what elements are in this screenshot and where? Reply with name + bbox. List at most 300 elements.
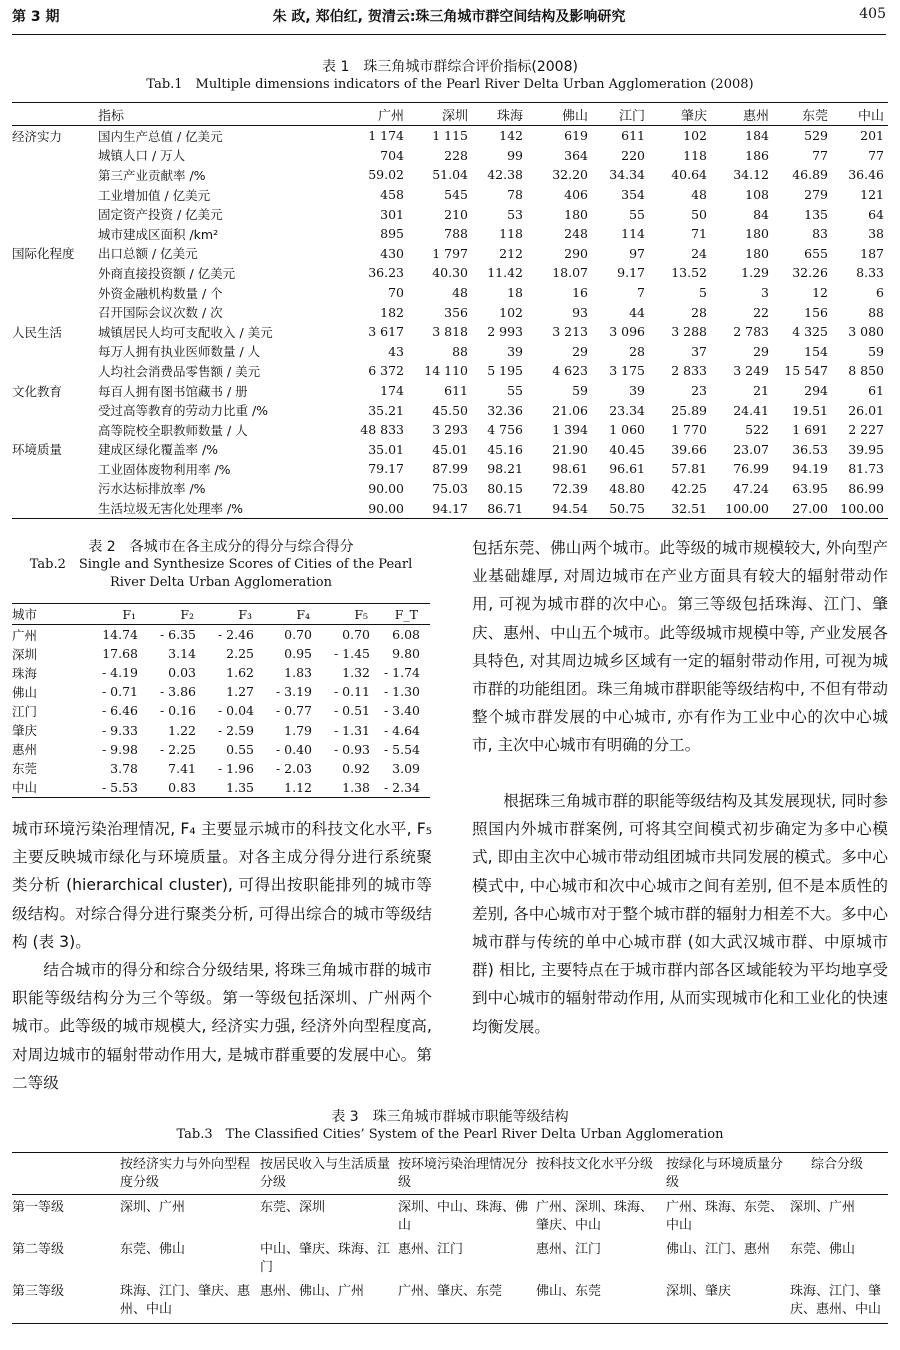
table1-cell: 1 797 bbox=[432, 245, 468, 261]
table3-cell: 佛山、东莞 bbox=[536, 1279, 666, 1324]
table1-cell: 118 bbox=[499, 226, 523, 242]
table1-group-label bbox=[12, 302, 98, 322]
table1-cell: 86.71 bbox=[472, 498, 527, 518]
table1-header-row bbox=[12, 103, 888, 126]
table1-cell: 3 bbox=[761, 285, 769, 301]
table1-group-label: 人民生活 bbox=[12, 324, 63, 340]
table1-indicator-name: 受过高等教育的劳动力比重 /% bbox=[98, 403, 269, 419]
table1-cell: 38 bbox=[868, 226, 884, 242]
table1-row bbox=[12, 459, 888, 479]
table1-group-label bbox=[12, 400, 98, 420]
table1-group-label bbox=[12, 479, 98, 499]
table1-cell: 290 bbox=[564, 245, 588, 261]
table1-cell: 3 293 bbox=[432, 422, 468, 438]
table1-row bbox=[12, 361, 888, 381]
table1-cell: 294 bbox=[804, 383, 828, 399]
table1-cell: 13.52 bbox=[671, 265, 707, 281]
table1-cell: 156 bbox=[804, 304, 828, 320]
table1-cell: 2 783 bbox=[733, 324, 769, 340]
table2-score: 14.74 bbox=[102, 627, 138, 643]
table1-cell: 16 bbox=[572, 285, 588, 301]
table1-cell: 100.00 bbox=[832, 498, 888, 518]
table1-cell: 895 bbox=[380, 226, 404, 242]
running-title: 朱 政, 郑伯红, 贺清云:珠三角城市群空间结构及影响研究 bbox=[272, 9, 626, 25]
table1-indicator-header: 指标 bbox=[12, 103, 356, 126]
table1-cell: 118 bbox=[683, 147, 707, 163]
table2-score: - 1.74 bbox=[383, 665, 420, 681]
table2-score: - 3.19 bbox=[275, 684, 312, 700]
table1-cell: 23.34 bbox=[609, 402, 645, 418]
table1-cell: 35.21 bbox=[368, 402, 404, 418]
table2-city: 广州 bbox=[12, 627, 38, 643]
table3-cell: 东莞、佛山 bbox=[120, 1242, 186, 1257]
table1-cell: 3 288 bbox=[671, 324, 707, 340]
table1-cell: 114 bbox=[621, 226, 645, 242]
table3 bbox=[12, 1152, 888, 1324]
table2-score: - 1.31 bbox=[333, 722, 370, 738]
table2-caption bbox=[12, 538, 430, 592]
table1-cell: 8 850 bbox=[848, 363, 884, 379]
table1-cell: 2 227 bbox=[848, 422, 884, 438]
table1-cell: 37 bbox=[691, 343, 707, 359]
table3-caption bbox=[12, 1108, 888, 1144]
table1-cell: 529 bbox=[804, 128, 828, 144]
table1-cell: 26.01 bbox=[848, 402, 884, 418]
table1-row bbox=[12, 440, 888, 460]
header-rule bbox=[12, 34, 886, 35]
table1-cell: 3 213 bbox=[552, 324, 588, 340]
left-paragraph-2-text: 结合城市的得分和综合分级结果, 将珠三角城市群的城市职能等级结构分为三个等级。第一等级包括深圳、广州两个城市。此等级的城市规模大, 经济实力强, 经济外向型程度高, 对周边城市的辐射带动作用大, 是城市群重要的发展中心。第二等级 bbox=[12, 961, 432, 1092]
table1-cell: 19.51 bbox=[792, 402, 828, 418]
table1-cell: 12 bbox=[812, 285, 828, 301]
table1-cell: 154 bbox=[804, 343, 828, 359]
table1-cell: 5 195 bbox=[487, 363, 523, 379]
table1-cell: 212 bbox=[499, 245, 523, 261]
table1-cell: 4 325 bbox=[792, 324, 828, 340]
table1-group-label bbox=[12, 146, 98, 166]
page-number: 405 bbox=[859, 6, 886, 22]
table2-score: 17.68 bbox=[102, 646, 138, 662]
table1-cell: 102 bbox=[683, 128, 707, 144]
table1-cell: 18 bbox=[507, 285, 523, 301]
right-paragraph-1 bbox=[472, 534, 888, 760]
table1-row bbox=[12, 322, 888, 342]
left-paragraph-1-text: 城市环境污染治理情况, F₄ 主要显示城市的科技文化水平, F₅ 主要反映城市绿化与环境质量。对各主成分得分进行系统聚类分析 (hierarchical cluster), 可得出按职能排列的城市等级结构。对综合得分进行聚类分析, 可得出综合的城市等级结构 (表 3)。 bbox=[12, 820, 432, 951]
table1-cell: 87.99 bbox=[432, 461, 468, 477]
table1-cell: 6 372 bbox=[368, 363, 404, 379]
table1-cell: 98.21 bbox=[487, 461, 523, 477]
table1-cell: 40.30 bbox=[432, 265, 468, 281]
table1-cell: 3 175 bbox=[609, 363, 645, 379]
table1-group-label bbox=[12, 498, 98, 518]
table2-caption-en-line1: Tab.2 Single and Synthesize Scores of Cities of the Pearl bbox=[29, 557, 413, 572]
table2-score: 0.55 bbox=[226, 741, 254, 757]
table1-cell: 1 060 bbox=[609, 422, 645, 438]
table1-indicator-name: 固定资产投资 / 亿美元 bbox=[98, 207, 223, 223]
table1-cell: 1.29 bbox=[741, 265, 769, 281]
table1-row bbox=[12, 185, 888, 205]
table1-cell: 406 bbox=[564, 187, 588, 203]
table1-cell: 47.24 bbox=[733, 480, 769, 496]
table2-header-ft: F_T bbox=[382, 604, 430, 625]
table2-score: 1.22 bbox=[168, 722, 196, 738]
table1-cell: 42.38 bbox=[487, 167, 523, 183]
table2-score: 1.62 bbox=[226, 665, 254, 681]
table2-row bbox=[12, 682, 430, 701]
table1-cell: 94.19 bbox=[792, 461, 828, 477]
table1-group-label: 经济实力 bbox=[12, 128, 63, 144]
table1-cell: 1 394 bbox=[552, 422, 588, 438]
table1-cell: 78 bbox=[507, 187, 523, 203]
table1-row bbox=[12, 400, 888, 420]
table1-cell: 21 bbox=[753, 383, 769, 399]
table1-cell: 29 bbox=[572, 343, 588, 359]
table2-score: 1.32 bbox=[342, 665, 370, 681]
table3-cell: 珠海、江门、肇庆、惠州、中山 bbox=[790, 1279, 888, 1324]
table3-cell: 珠海、江门、肇庆、惠州、中山 bbox=[120, 1279, 260, 1324]
table1-cell: 48 bbox=[452, 285, 468, 301]
table1-indicator-name: 外资金融机构数量 / 个 bbox=[98, 285, 223, 301]
table2-city: 中山 bbox=[12, 778, 78, 798]
table1-group-label bbox=[12, 263, 98, 283]
table2-city: 佛山 bbox=[12, 684, 38, 700]
table2-score: - 0.93 bbox=[333, 741, 370, 757]
table2-score: - 3.40 bbox=[383, 703, 420, 719]
table2-score: 1.35 bbox=[208, 778, 266, 798]
table1-cell: 93 bbox=[572, 304, 588, 320]
table1-row bbox=[12, 302, 888, 322]
table1-cell: 43 bbox=[388, 343, 404, 359]
table1-cell: 36.46 bbox=[848, 167, 884, 183]
table1-cell: 3 096 bbox=[609, 324, 645, 340]
table1-cell: 88 bbox=[452, 343, 468, 359]
table2-score: - 0.51 bbox=[333, 703, 370, 719]
table3-header-cell: 综合分级 bbox=[790, 1153, 888, 1195]
table1-city-header: 深圳 bbox=[408, 103, 472, 126]
table1-cell: 5 bbox=[699, 285, 707, 301]
table3-cell: 中山、肇庆、珠海、江门 bbox=[260, 1242, 391, 1275]
table1-cell: 94.17 bbox=[408, 498, 472, 518]
table1-cell: 210 bbox=[444, 206, 468, 222]
table2-score: 0.03 bbox=[168, 665, 196, 681]
table1-cell: 55 bbox=[507, 383, 523, 399]
table1-cell: 42.25 bbox=[671, 480, 707, 496]
table1-row bbox=[12, 224, 888, 244]
table2-row bbox=[12, 759, 430, 778]
table2-score: - 5.53 bbox=[78, 778, 150, 798]
table1-cell: 70 bbox=[388, 285, 404, 301]
table1-indicator-name: 工业固体废物利用率 /% bbox=[98, 461, 231, 477]
table1-cell: 108 bbox=[745, 187, 769, 203]
table1-cell: 32.36 bbox=[487, 402, 523, 418]
table3-header-row bbox=[12, 1153, 888, 1195]
table2-header-row bbox=[12, 604, 430, 625]
table3-level: 第二等级 bbox=[12, 1242, 65, 1257]
table1-row bbox=[12, 126, 888, 146]
table1-cell: 34.12 bbox=[733, 167, 769, 183]
table1-cell: 4 623 bbox=[552, 363, 588, 379]
table1-cell: 248 bbox=[564, 226, 588, 242]
table1-cell: 220 bbox=[621, 147, 645, 163]
table1-cell: 201 bbox=[860, 128, 884, 144]
table1-cell: 84 bbox=[753, 206, 769, 222]
table2-score: - 2.46 bbox=[217, 627, 254, 643]
table1-cell: 522 bbox=[745, 422, 769, 438]
table3-header-cell: 按绿化与环境质量分级 bbox=[666, 1153, 790, 1195]
table2-score: 1.79 bbox=[284, 722, 312, 738]
table1-city-header: 广州 bbox=[356, 103, 408, 126]
table1-cell: 59 bbox=[868, 343, 884, 359]
table3-row bbox=[12, 1237, 888, 1279]
table1-cell: 121 bbox=[860, 187, 884, 203]
table1-cell: 32.51 bbox=[649, 498, 711, 518]
table1-group-label bbox=[12, 342, 98, 362]
table2-row bbox=[12, 625, 430, 645]
table1-caption-en: Tab.1 Multiple dimensions indicators of the Pearl River Delta Urban Agglomeration (2008) bbox=[146, 77, 754, 92]
table1-cell: 458 bbox=[380, 187, 404, 203]
table1-cell: 61 bbox=[868, 383, 884, 399]
table1-group-label bbox=[12, 185, 98, 205]
table1-cell: 51.04 bbox=[432, 167, 468, 183]
table2-score: - 2.25 bbox=[159, 741, 196, 757]
table1-cell: 35.01 bbox=[368, 441, 404, 457]
table1-cell: 28 bbox=[691, 304, 707, 320]
table1-cell: 23 bbox=[691, 383, 707, 399]
table1-row bbox=[12, 283, 888, 303]
table3-header-cell: 按科技文化水平分级 bbox=[536, 1153, 666, 1195]
table1-cell: 356 bbox=[444, 304, 468, 320]
table2-score: 0.95 bbox=[284, 646, 312, 662]
table3-cell: 东莞、佛山 bbox=[790, 1242, 856, 1257]
table2-score: 6.08 bbox=[392, 627, 420, 643]
table1-cell: 788 bbox=[444, 226, 468, 242]
table1-cell: 57.81 bbox=[671, 461, 707, 477]
table1-cell: 39 bbox=[629, 383, 645, 399]
table1-cell: 174 bbox=[380, 383, 404, 399]
table1-cell: 102 bbox=[499, 304, 523, 320]
table2-row bbox=[12, 663, 430, 682]
table1-cell: 86.99 bbox=[848, 480, 884, 496]
table1-cell: 3 080 bbox=[848, 324, 884, 340]
table1-row bbox=[12, 244, 888, 264]
table2-score: 2.25 bbox=[226, 646, 254, 662]
table2-header-f2: F₂ bbox=[150, 604, 208, 625]
table2-city: 珠海 bbox=[12, 665, 38, 681]
table1-cell: 59 bbox=[572, 383, 588, 399]
table1-cell: 704 bbox=[380, 147, 404, 163]
table1-cell: 48 bbox=[691, 187, 707, 203]
table2-score: - 1.96 bbox=[217, 760, 254, 776]
table2-score: - 4.64 bbox=[383, 722, 420, 738]
right-paragraph-1-text: 包括东莞、佛山两个城市。此等级的城市规模较大, 外向型产业基础雄厚, 对周边城市在产业方面具有较大的辐射带动作用, 可视为城市群的次中心。第三等级包括珠海、江门、肇庆、惠州、中山五个城市。此等级城市规模中等, 产业发展各具特色, 对其周边城乡区域有一定的辐射带动作用, 可视为城市群的功能组团。珠三角城市群职能等级结构中, 不但有带动整个城市群发展的中心城市, 亦有作为工业中心的次中心城市, 主次中心城市有明确的分工。 bbox=[472, 539, 888, 755]
table1-row bbox=[12, 146, 888, 166]
table1-cell: 99 bbox=[507, 147, 523, 163]
table3-cell: 深圳、肇庆 bbox=[666, 1279, 790, 1324]
table1-cell: 100.00 bbox=[711, 498, 773, 518]
table2-score: - 1.30 bbox=[383, 684, 420, 700]
table3-row bbox=[12, 1279, 888, 1324]
table1-cell: 9.17 bbox=[617, 265, 645, 281]
table2-score: - 2.34 bbox=[382, 778, 430, 798]
table1-row bbox=[12, 498, 888, 518]
table1-cell: 79.17 bbox=[368, 461, 404, 477]
table1-cell: 24 bbox=[691, 245, 707, 261]
table3-header-cell: 按居民收入与生活质量分级 bbox=[260, 1153, 398, 1195]
table1-cell: 72.39 bbox=[552, 480, 588, 496]
table1-indicator-name: 人均社会消费品零售额 / 美元 bbox=[98, 363, 261, 379]
table1-cell: 3 249 bbox=[733, 363, 769, 379]
table1-cell: 77 bbox=[868, 147, 884, 163]
table2-score: - 0.16 bbox=[159, 703, 196, 719]
table1-cell: 21.90 bbox=[552, 441, 588, 457]
table1-cell: 25.89 bbox=[671, 402, 707, 418]
table1-cell: 301 bbox=[380, 206, 404, 222]
table1-indicator-name: 建成区绿化覆盖率 /% bbox=[98, 442, 219, 458]
table1-group-label bbox=[12, 361, 98, 381]
table2-city: 深圳 bbox=[12, 646, 38, 662]
table1-cell: 180 bbox=[564, 206, 588, 222]
table1-cell: 44 bbox=[629, 304, 645, 320]
table1-row bbox=[12, 479, 888, 499]
table3-header-cell: 按经济实力与外向型程度分级 bbox=[120, 1153, 260, 1195]
table1-indicator-name: 每万人拥有执业医师数量 / 人 bbox=[98, 344, 261, 360]
table1-cell: 1 115 bbox=[432, 128, 468, 144]
table2-score: - 0.40 bbox=[275, 741, 312, 757]
table1-cell: 64 bbox=[868, 206, 884, 222]
table1-cell: 21.06 bbox=[552, 402, 588, 418]
table2-score: 3.09 bbox=[392, 760, 420, 776]
table1-cell: 15 547 bbox=[784, 363, 828, 379]
table2-score: 7.41 bbox=[168, 760, 196, 776]
table2-header-city: 城市 bbox=[12, 604, 78, 625]
table1-cell: 96.61 bbox=[609, 461, 645, 477]
table3-level: 第一等级 bbox=[12, 1200, 65, 1215]
table1-caption bbox=[12, 58, 888, 94]
table1-group-label: 文化教育 bbox=[12, 383, 63, 399]
table1-cell: 88 bbox=[868, 304, 884, 320]
table1-cell: 1 691 bbox=[792, 422, 828, 438]
table2-row bbox=[12, 644, 430, 663]
table2-score: - 5.54 bbox=[383, 741, 420, 757]
table2-score: 0.70 bbox=[284, 627, 312, 643]
table3-level: 第三等级 bbox=[12, 1279, 120, 1324]
table1-cell: 94.54 bbox=[527, 498, 592, 518]
table1-cell: 186 bbox=[745, 147, 769, 163]
table3-cell: 广州、肇庆、东莞 bbox=[398, 1279, 536, 1324]
table1-cell: 45.50 bbox=[432, 402, 468, 418]
table1-cell: 619 bbox=[564, 128, 588, 144]
table1-cell: 2 993 bbox=[487, 324, 523, 340]
table1-city-header: 珠海 bbox=[472, 103, 527, 126]
table2-score: 1.27 bbox=[226, 684, 254, 700]
table3-caption-cn: 表 3 珠三角城市群城市职能等级结构 bbox=[331, 1109, 569, 1125]
table1-cell: 76.99 bbox=[733, 461, 769, 477]
table1-cell: 18.07 bbox=[552, 265, 588, 281]
table1-city-header: 惠州 bbox=[711, 103, 773, 126]
table1-cell: 2 833 bbox=[671, 363, 707, 379]
table1-indicator-name: 每百人拥有图书馆藏书 / 册 bbox=[98, 383, 248, 399]
table2-score: - 0.77 bbox=[275, 703, 312, 719]
table1-row bbox=[12, 263, 888, 283]
table1-indicator-name: 第三产业贡献率 /% bbox=[98, 167, 206, 183]
table1-cell: 83 bbox=[812, 226, 828, 242]
table1-city-header: 江门 bbox=[592, 103, 649, 126]
table1-indicator-name: 生活垃圾无害化处理率 /% bbox=[98, 498, 356, 518]
table1-cell: 40.45 bbox=[609, 441, 645, 457]
table1-city-header: 佛山 bbox=[527, 103, 592, 126]
table1-cell: 63.95 bbox=[792, 480, 828, 496]
table1-cell: 45.01 bbox=[432, 441, 468, 457]
table2-score: - 0.71 bbox=[101, 684, 138, 700]
table1-cell: 430 bbox=[380, 245, 404, 261]
table1-cell: 11.42 bbox=[487, 265, 523, 281]
table1-caption-cn: 表 1 珠三角城市群综合评价指标(2008) bbox=[322, 59, 578, 75]
table2-score: 0.70 bbox=[342, 627, 370, 643]
table1-group-label bbox=[12, 165, 98, 185]
table2-score: - 1.45 bbox=[333, 646, 370, 662]
table1-cell: 53 bbox=[507, 206, 523, 222]
table1-cell: 182 bbox=[380, 304, 404, 320]
table1-cell: 611 bbox=[621, 128, 645, 144]
table2-score: - 6.46 bbox=[101, 703, 138, 719]
table1-cell: 1 770 bbox=[671, 422, 707, 438]
table2-score: - 0.11 bbox=[333, 684, 370, 700]
table1-cell: 98.61 bbox=[552, 461, 588, 477]
table1-group-label: 环境质量 bbox=[12, 442, 63, 458]
table1-cell: 80.15 bbox=[487, 480, 523, 496]
table1-row bbox=[12, 381, 888, 401]
table1-row bbox=[12, 204, 888, 224]
table1-row bbox=[12, 420, 888, 440]
table1-cell: 187 bbox=[860, 245, 884, 261]
table1-cell: 32.20 bbox=[552, 167, 588, 183]
table1-cell: 7 bbox=[637, 285, 645, 301]
table2-city: 惠州 bbox=[12, 742, 38, 758]
table3-cell: 深圳、广州 bbox=[790, 1200, 856, 1215]
table1-city-header: 中山 bbox=[832, 103, 888, 126]
table1-cell: 71 bbox=[691, 226, 707, 242]
table2-score: - 4.19 bbox=[101, 665, 138, 681]
table1-cell: 75.03 bbox=[432, 480, 468, 496]
table1-cell: 228 bbox=[444, 147, 468, 163]
table2-score: - 3.86 bbox=[159, 684, 196, 700]
table3-cell: 佛山、江门、惠州 bbox=[666, 1242, 771, 1257]
table1-group-label bbox=[12, 283, 98, 303]
table1-cell: 611 bbox=[444, 383, 468, 399]
table3-cell: 深圳、中山、珠海、佛山 bbox=[398, 1200, 529, 1233]
table1-group-label bbox=[12, 420, 98, 440]
table1-city-header: 东莞 bbox=[773, 103, 832, 126]
table2-row bbox=[12, 740, 430, 759]
table1-cell: 45.16 bbox=[487, 441, 523, 457]
table1-cell: 655 bbox=[804, 245, 828, 261]
table2-header-f5: F₅ bbox=[324, 604, 382, 625]
table2-header-f4: F₄ bbox=[266, 604, 324, 625]
table2-score: - 2.03 bbox=[275, 760, 312, 776]
table1-row bbox=[12, 342, 888, 362]
table1-cell: 3 617 bbox=[368, 324, 404, 340]
table1-cell: 39.95 bbox=[848, 441, 884, 457]
table1-cell: 1 174 bbox=[368, 128, 404, 144]
table1-cell: 39.66 bbox=[671, 441, 707, 457]
table1-cell: 77 bbox=[812, 147, 828, 163]
table1-cell: 14 110 bbox=[424, 363, 468, 379]
table2-score: 1.83 bbox=[284, 665, 312, 681]
table3-cell: 东莞、深圳 bbox=[260, 1200, 326, 1215]
table1-cell: 180 bbox=[745, 245, 769, 261]
table1-cell: 59.02 bbox=[368, 167, 404, 183]
table1-row bbox=[12, 165, 888, 185]
